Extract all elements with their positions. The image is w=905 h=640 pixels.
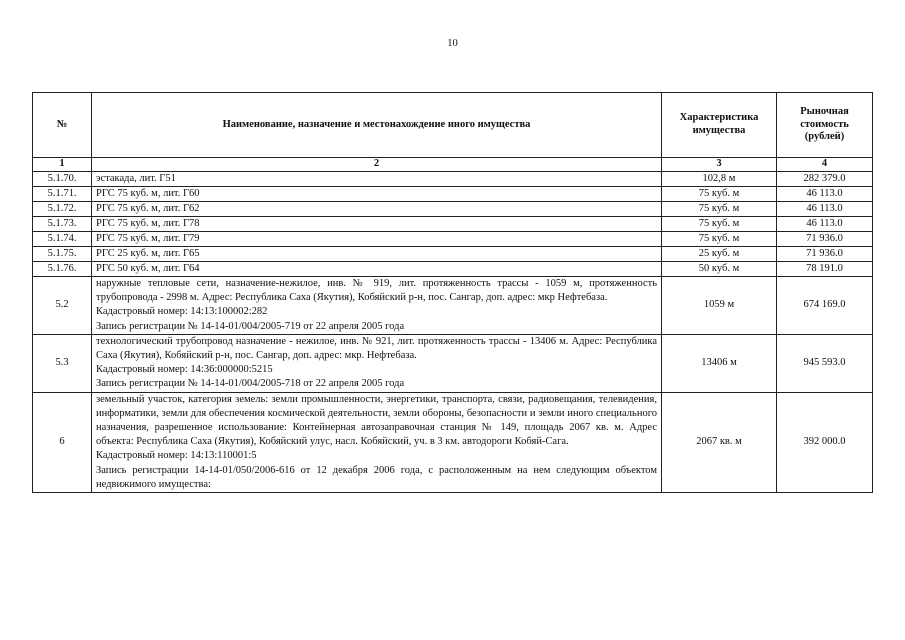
header-num: №: [33, 93, 92, 158]
row-characteristic: 1059 м: [662, 277, 777, 335]
registration-record: Запись регистрации № 14-14-01/004/2005-719 от 22 апреля 2005 года: [96, 320, 405, 332]
header-row: [33, 93, 873, 158]
table-row: [33, 187, 873, 202]
row-num: 5.3: [33, 334, 92, 392]
row-num: 5.1.75.: [33, 247, 92, 262]
row-cost: 71 936.0: [777, 247, 873, 262]
row-cost: 46 113.0: [777, 187, 873, 202]
row-name: РГС 75 куб. м, лит. Г62: [92, 202, 662, 217]
header-cost: Рыночная стоимость (рублей): [777, 93, 873, 158]
table-row: [33, 232, 873, 247]
header-characteristic: Характеристика имущества: [662, 93, 777, 158]
row-num: 5.1.73.: [33, 217, 92, 232]
property-table: [32, 92, 873, 493]
row-name: РГС 50 куб. м, лит. Г64: [92, 262, 662, 277]
row-name: РГС 75 куб. м, лит. Г60: [92, 187, 662, 202]
row-num: 5.1.70.: [33, 172, 92, 187]
row-characteristic: 25 куб. м: [662, 247, 777, 262]
table-row: [33, 172, 873, 187]
table-row-5-3: [33, 334, 873, 392]
row-cost: 392 000.0: [777, 392, 873, 492]
registration-record: Запись регистрации 14-14-01/050/2006-616 от 12 декабря 2006 года, с расположенным на нем следующим объектом недвижимого имущества:: [96, 464, 657, 490]
row-cost: 78 191.0: [777, 262, 873, 277]
row-characteristic: 2067 кв. м: [662, 392, 777, 492]
table-row: [33, 247, 873, 262]
row-characteristic: 75 куб. м: [662, 202, 777, 217]
cadastral-number: Кадастровый номер: 14:13:100002:282: [96, 306, 268, 318]
row-characteristic: 50 куб. м: [662, 262, 777, 277]
row-characteristic: 13406 м: [662, 334, 777, 392]
header-name: Наименование, назначение и местонахождение иного имущества: [92, 93, 662, 158]
row-num: 5.1.71.: [33, 187, 92, 202]
row-cost: 71 936.0: [777, 232, 873, 247]
row-characteristic: 102,8 м: [662, 172, 777, 187]
row-num: 5.1.74.: [33, 232, 92, 247]
row-cost: 46 113.0: [777, 217, 873, 232]
description-text: земельный участок, категория земель: земли промышленности, энергетики, транспорта, связи, радиовещания, телевидения, информатики, земли для обеспечения космической деятельности, земли обороны, безопасности и земли иного специального назначения, разрешенное использование: Контейнерная автозаправочная станция № 149, площадь 2067 кв. м. Адрес объекта: Республика Саха (Якутия), Кобяйский улус, насл. Кобяйский, уч. в 3 км. автодороги Кобяй-Сага.: [96, 393, 657, 448]
col-index: 4: [777, 158, 873, 172]
table-row: [33, 202, 873, 217]
col-index: 1: [33, 158, 92, 172]
description-text: технологический трубопровод назначение - нежилое, инв. № 921, лит. протяженность трассы - 13406 м. Адрес: Республика Саха (Якутия), Кобяйский р-н, пос. Сангар, доп. адрес: мкр. Нефтебаза.: [96, 335, 657, 362]
column-index-row: [33, 158, 873, 172]
row-cost: 46 113.0: [777, 202, 873, 217]
row-name: РГС 75 куб. м, лит. Г78: [92, 217, 662, 232]
row-num: 6: [33, 392, 92, 492]
table-row-5-2: [33, 277, 873, 335]
cadastral-number: Кадастровый номер: 14:13:110001:5: [96, 450, 257, 462]
page-number: 10: [447, 38, 458, 49]
row-num: 5.2: [33, 277, 92, 335]
col-index: 3: [662, 158, 777, 172]
row-name: эстакада, лит. Г51: [92, 172, 662, 187]
row-num: 5.1.72.: [33, 202, 92, 217]
registration-record: Запись регистрации № 14-14-01/004/2005-718 от 22 апреля 2005 года: [96, 378, 405, 390]
row-description: [92, 277, 662, 335]
row-characteristic: 75 куб. м: [662, 217, 777, 232]
row-cost: 674 169.0: [777, 277, 873, 335]
row-cost: 282 379.0: [777, 172, 873, 187]
col-index: 2: [92, 158, 662, 172]
row-description: [92, 392, 662, 492]
table-row-6: [33, 392, 873, 492]
table-row: [33, 262, 873, 277]
row-name: РГС 75 куб. м, лит. Г79: [92, 232, 662, 247]
description-text: наружные тепловые сети, назначение-нежилое, инв. № 919, лит. протяженность трассы - 1059 м, протяженность трубопровода - 2998 м. Адрес: Республика Саха (Якутия), Кобяйский р-н, пос. Сангар, доп. адрес: мкр Нефтебаза.: [96, 278, 657, 304]
table-row: [33, 217, 873, 232]
row-characteristic: 75 куб. м: [662, 187, 777, 202]
row-description: [92, 334, 662, 392]
row-num: 5.1.76.: [33, 262, 92, 277]
cadastral-number: Кадастровый номер: 14:36:000000:5215: [96, 364, 273, 376]
row-characteristic: 75 куб. м: [662, 232, 777, 247]
row-name: РГС 25 куб. м, лит. Г65: [92, 247, 662, 262]
row-cost: 945 593.0: [777, 334, 873, 392]
